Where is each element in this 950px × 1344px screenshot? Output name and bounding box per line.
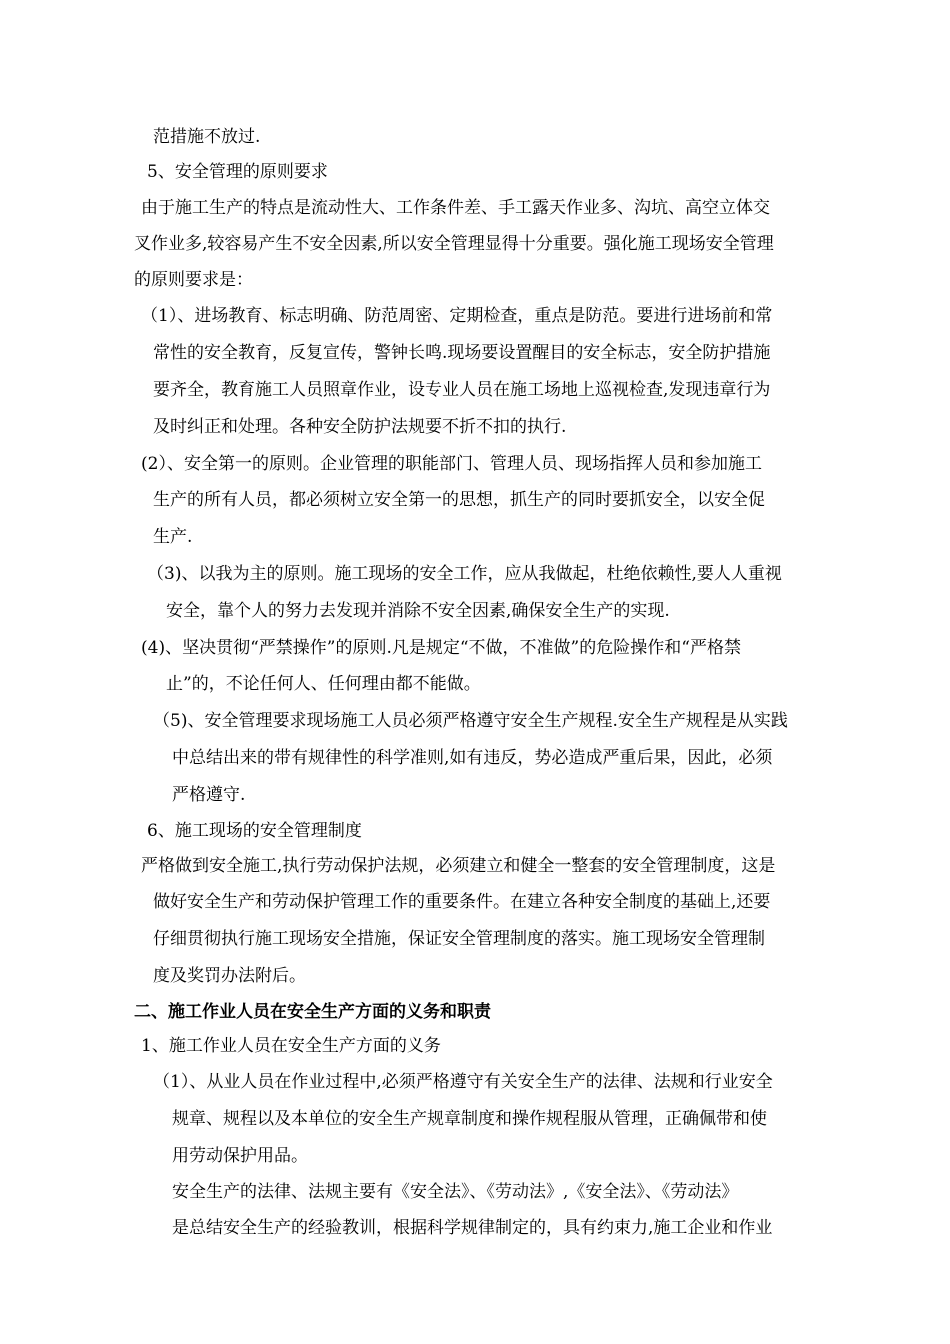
text-line: 严格做到安全施工,执行劳动保护法规，必须建立和健全一整套的安全管理制度，这是 [141,856,776,876]
text-line: 规章、规程以及本单位的安全生产规章制度和操作规程服从管理，正确佩带和使 [172,1109,767,1129]
text-line: 常性的安全教育，反复宣传，警钟长鸣.现场要设置醒目的安全标志，安全防护措施 [153,343,771,363]
text-line: 是总结安全生产的经验教训，根据科学规律制定的，具有约束力,施工企业和作业 [172,1218,773,1238]
text-line: 生产的所有人员，都必须树立安全第一的思想，抓生产的同时要抓安全，以安全促 [153,490,765,510]
list-item: (4)、坚决贯彻“严禁操作”的原则.凡是规定“不做，不准做”的危险操作和“严格禁 [141,638,741,658]
section-heading: 5、安全管理的原则要求 [147,162,328,182]
text-line: 安全生产的法律、法规主要有《安全法》、《劳动法》,《安全法》、《劳动法》 [172,1182,739,1202]
chapter-heading: 二、施工作业人员在安全生产方面的义务和职责 [134,1002,491,1022]
list-item: （5)、安全管理要求现场施工人员必须严格遵守安全生产规程.安全生产规程是从实践 [153,711,788,731]
text-line: 仔细贯彻执行施工现场安全措施，保证安全管理制度的落实。施工现场安全管理制 [153,929,765,949]
text-line: 范措施不放过. [153,127,261,147]
text-line: 生产. [153,527,193,547]
text-line: 中总结出来的带有规律性的科学准则,如有违反，势必造成严重后果，因此，必须 [172,748,773,768]
list-item: （3)、以我为主的原则。施工现场的安全工作，应从我做起，杜绝依赖性,要人人重视 [147,564,782,584]
text-line: 要齐全，教育施工人员照章作业，设专业人员在施工场地上巡视检查,发现违章行为 [153,380,771,400]
text-line: 做好安全生产和劳动保护管理工作的重要条件。在建立各种安全制度的基础上,还要 [153,892,771,912]
text-line: 的原则要求是： [134,270,253,290]
text-line: 严格遵守. [172,785,246,805]
section-heading: 6、施工现场的安全管理制度 [147,821,362,841]
text-line: 止”的，不论任何人、任何理由都不能做。 [166,674,481,694]
text-line: 安全，靠个人的努力去发现并消除不安全因素,确保安全生产的实现. [166,601,670,621]
text-line: 用劳动保护用品。 [172,1146,308,1166]
list-item: (2）、安全第一的原则。企业管理的职能部门、管理人员、现场指挥人员和参加施工 [141,454,762,474]
text-line: 由于施工生产的特点是流动性大、工作条件差、手工露天作业多、沟坑、高空立体交 [141,198,770,218]
list-item: （1）、从业人员在作业过程中,必须严格遵守有关安全生产的法律、法规和行业安全 [153,1072,773,1092]
section-heading: 1、施工作业人员在安全生产方面的义务 [141,1036,441,1056]
text-line: 叉作业多,较容易产生不安全因素,所以安全管理显得十分重要。强化施工现场安全管理 [134,234,774,254]
text-line: 及时纠正和处理。各种安全防护法规要不折不扣的执行. [153,417,567,437]
text-line: 度及奖罚办法附后。 [153,966,306,986]
list-item: （1）、进场教育、标志明确、防范周密、定期检查，重点是防范。要进行进场前和常 [141,306,773,326]
